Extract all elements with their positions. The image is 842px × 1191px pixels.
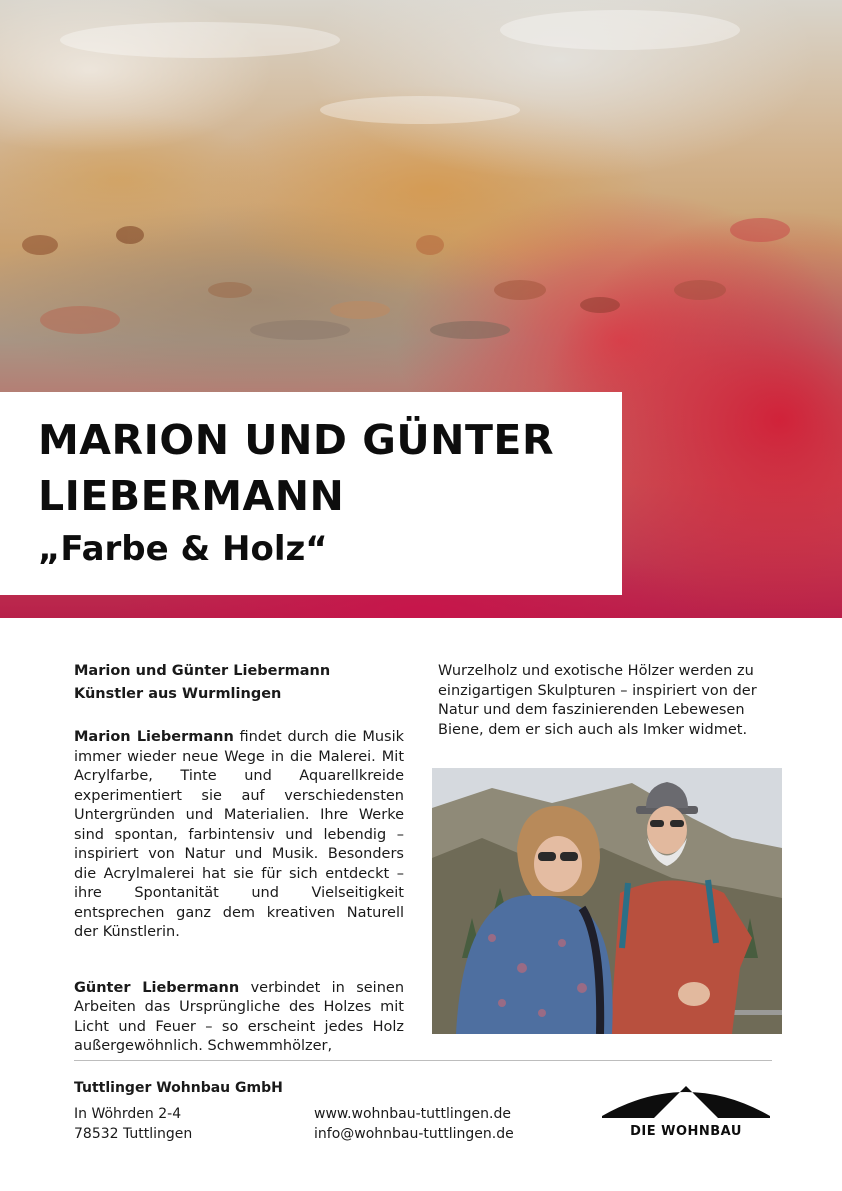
right-column	[438, 662, 772, 740]
bio-guenter	[74, 979, 404, 1057]
contact	[314, 1104, 514, 1144]
page-title: MARION UND GÜNTER LIEBERMANN	[38, 416, 555, 520]
intro-line-2: Künstler aus Wurmlingen	[74, 686, 282, 702]
address-city: 78532 Tuttlingen	[74, 1126, 193, 1142]
address-street: In Wöhrden 2-4	[74, 1106, 182, 1122]
website-link[interactable]: www.wohnbau-tuttlingen.de	[314, 1106, 511, 1122]
intro-heading	[74, 660, 404, 706]
bio-marion	[74, 728, 404, 943]
bio-guenter-text: verbindet in seinen Arbeiten das Ursprüngliche des Holzes mit Licht und Feuer – so erscheint jedes Holz außergewöhnlich. Schwemmhölzer,	[74, 979, 405, 1054]
bio-guenter-continued: Wurzelholz und exotische Hölzer werden zu einzigartigen Skulpturen – inspiriert von der Natur und dem faszinierenden Lebewesen Biene, dem er sich auch als Imker widmet.	[438, 663, 757, 738]
left-column	[74, 660, 404, 1057]
address	[74, 1104, 192, 1144]
title-box	[0, 392, 622, 595]
photo-illustration	[432, 768, 782, 1034]
email-link[interactable]: info@wohnbau-tuttlingen.de	[314, 1126, 514, 1142]
bio-guenter-name: Günter Liebermann	[74, 979, 240, 996]
company-name: Tuttlinger Wohnbau GmbH	[74, 1080, 283, 1096]
logo-text: DIE WOHNBAU	[630, 1124, 742, 1139]
footer-divider	[74, 1060, 772, 1061]
artists-photo	[432, 768, 782, 1034]
intro-line-1: Marion und Günter Liebermann	[74, 663, 331, 679]
exhibition-subtitle: „Farbe & Holz“	[38, 529, 328, 569]
bio-marion-name: Marion Liebermann	[74, 729, 234, 745]
bio-marion-text: findet durch die Musik immer wieder neue Wege in die Malerei. Mit Acrylfarbe, Tinte und Aquarellkreide experimentiert sie auf verschiedensten Untergründen und Materialien. Ihre Werke sind spontan, farbintensiv und lebendig – inspiriert von Natur und Musik. Besonders die Acrylmalerei hat sie für sich entdeckt – ihre Spontanität und Vielseitigkeit entsprechen ganz dem kreativen Naturell der Künstlerin.	[74, 729, 404, 940]
